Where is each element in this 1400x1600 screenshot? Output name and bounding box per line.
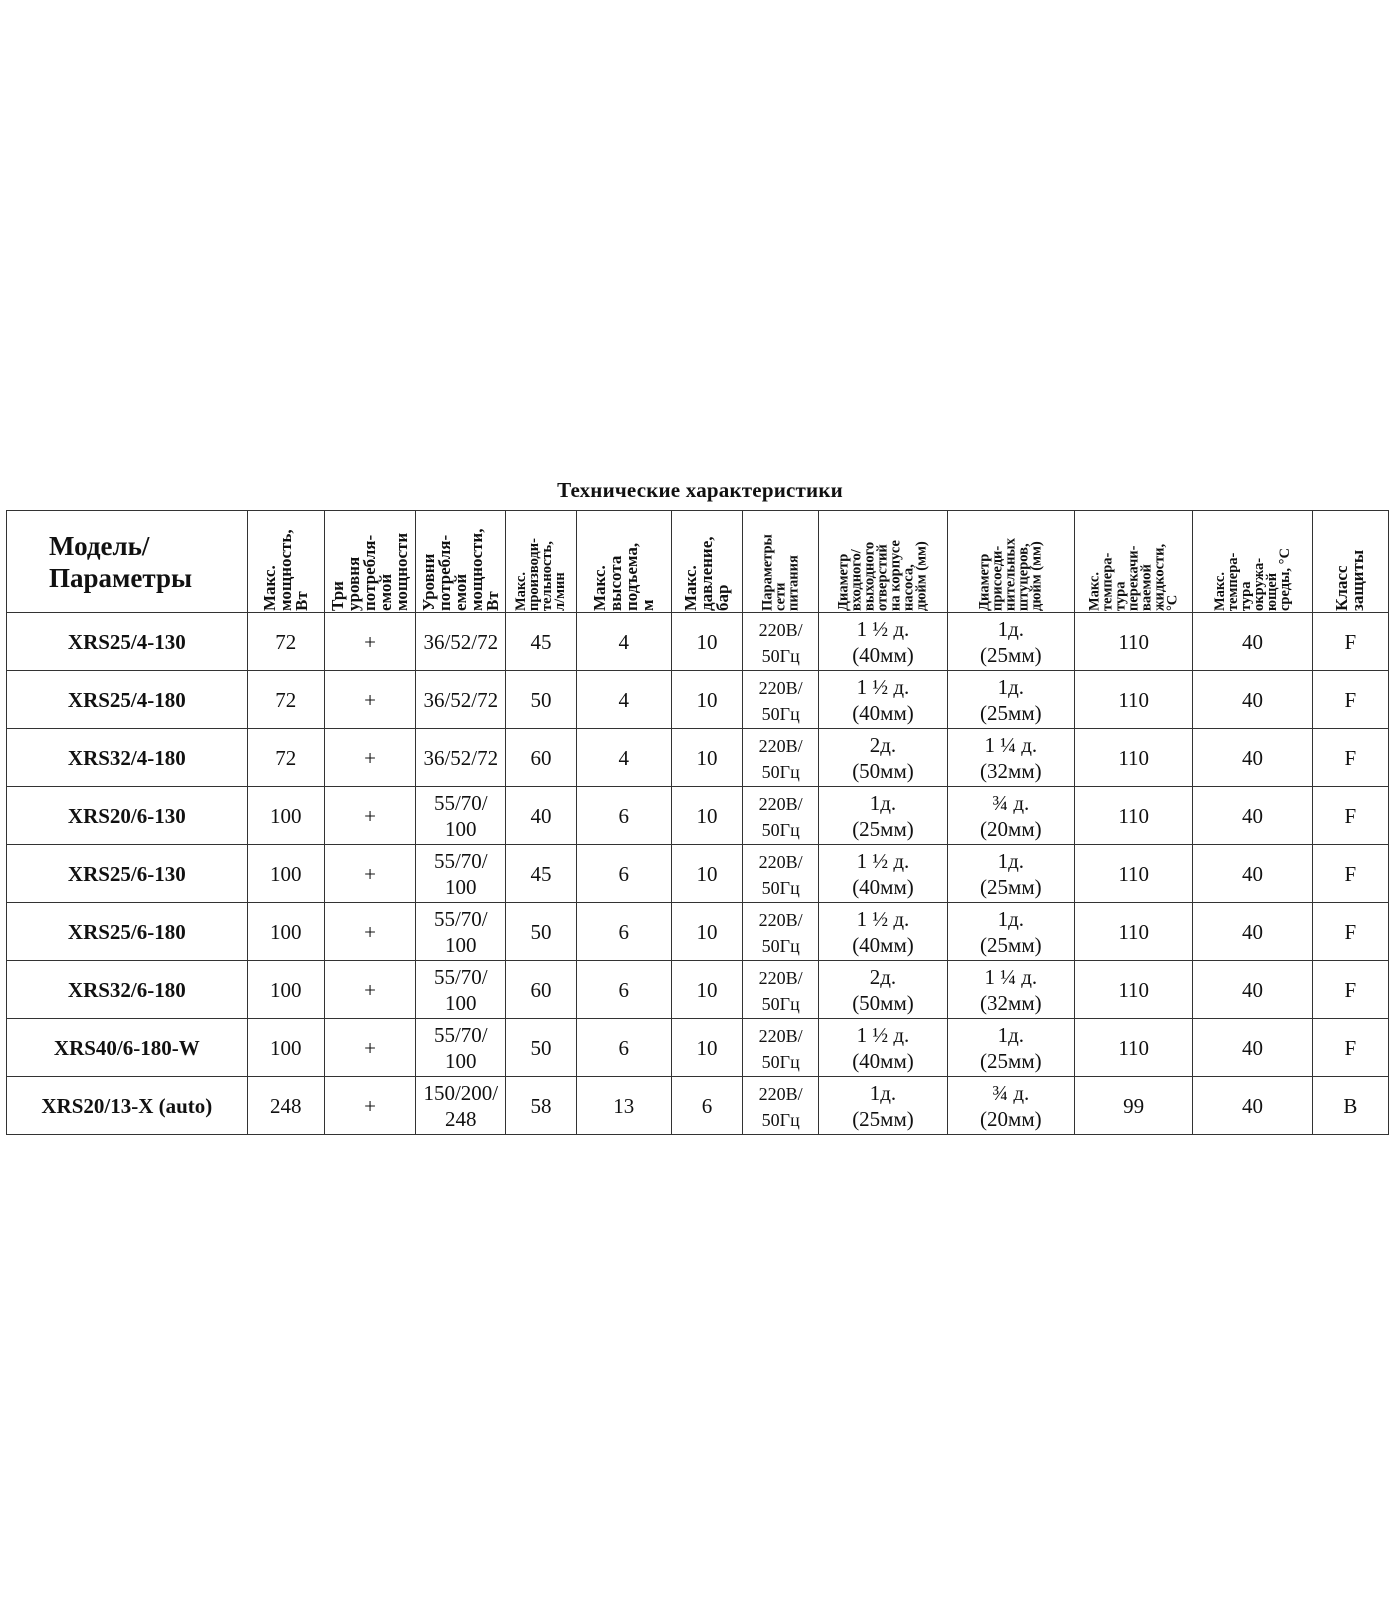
- protection-cell-text: F: [1344, 1035, 1357, 1060]
- three-levels-cell-text: +: [364, 977, 376, 1002]
- flow-cell: [506, 1019, 576, 1077]
- liquid-temp-cell-text: 110: [1118, 629, 1150, 654]
- header-lift-label: Макс. высота подъема, м: [589, 542, 657, 611]
- ambient-temp-cell: [1193, 903, 1312, 961]
- header-ambient-temp-label: Макс. темпера- тура окружа- ющей среды, °С: [1211, 547, 1293, 611]
- header-power-levels-label: Уровни потребля- емой мощности, Вт: [418, 528, 502, 611]
- header-pressure: [671, 511, 742, 613]
- flow-cell-text: 50: [530, 1035, 552, 1060]
- model-cell: [7, 961, 248, 1019]
- pressure-cell-text: 10: [696, 803, 718, 828]
- liquid-temp-cell: [1075, 1019, 1193, 1077]
- lift-cell-text: 6: [618, 803, 629, 828]
- three-levels-cell-text: +: [364, 687, 376, 712]
- liquid-temp-cell-text: 110: [1118, 977, 1150, 1002]
- flow-cell: [506, 671, 576, 729]
- max-power-cell: [247, 729, 324, 787]
- pressure-cell-text: 10: [696, 629, 718, 654]
- pressure-cell-text: 6: [701, 1093, 713, 1118]
- flow-cell-text: 45: [530, 629, 552, 654]
- lift-cell-text: 6: [618, 1035, 629, 1060]
- three-levels-cell-text: +: [364, 803, 376, 828]
- pressure-cell: [671, 961, 742, 1019]
- fitting-cell-text: 1 ¼ д. (32мм): [980, 964, 1042, 1015]
- power-levels-cell: [416, 613, 506, 671]
- model-cell-text: XRS32/6-180: [67, 977, 186, 1002]
- protection-cell: [1312, 845, 1388, 903]
- liquid-temp-cell-text: 110: [1118, 1035, 1150, 1060]
- three-levels-cell: [324, 671, 415, 729]
- fitting-cell: [947, 787, 1074, 845]
- power-levels-cell-text: 55/70/ 100: [433, 790, 488, 841]
- liquid-temp-cell-text: 110: [1118, 687, 1150, 712]
- table-row: [7, 613, 1389, 671]
- lift-cell-text: 6: [618, 861, 629, 886]
- page-title: Технические характеристики: [557, 478, 843, 502]
- header-ambient-temp: [1193, 511, 1312, 613]
- power-levels-cell-text: 55/70/ 100: [433, 848, 488, 899]
- three-levels-cell-text: +: [364, 1035, 376, 1060]
- fitting-cell-text: 1д. (25мм): [980, 848, 1042, 899]
- header-three-levels-label: Три уровня потребля- емой мощности: [328, 532, 412, 611]
- inlet-cell: [819, 787, 947, 845]
- model-cell-text: XRS25/4-180: [67, 687, 186, 712]
- max-power-cell-text: 72: [275, 687, 297, 712]
- max-power-cell: [247, 1019, 324, 1077]
- model-cell-text: XRS25/4-130: [67, 629, 186, 654]
- power-levels-cell: [416, 671, 506, 729]
- header-fitting-diameter-label: Диаметр присоеди- нительных штуцеров, дюйм (мм): [976, 537, 1045, 611]
- protection-cell-text: F: [1344, 745, 1357, 770]
- power-levels-cell-text: 36/52/72: [423, 745, 499, 770]
- pressure-cell-text: 10: [696, 1035, 718, 1060]
- model-cell-text: XRS40/6-180-W: [53, 1035, 200, 1060]
- table-row: [7, 903, 1389, 961]
- lift-cell-text: 4: [618, 745, 629, 770]
- flow-cell: [506, 1077, 576, 1135]
- supply-cell: [743, 729, 819, 787]
- max-power-cell-text: 248: [270, 1093, 302, 1118]
- lift-cell: [576, 613, 671, 671]
- max-power-cell-text: 100: [270, 919, 302, 944]
- max-power-cell: [247, 1077, 324, 1135]
- power-levels-cell: [416, 1019, 506, 1077]
- fitting-cell: [947, 613, 1074, 671]
- fitting-cell: [947, 671, 1074, 729]
- header-model: [7, 511, 248, 613]
- table-row: [7, 961, 1389, 1019]
- header-liquid-temp: [1075, 511, 1193, 613]
- supply-cell-text: 220В/ 50Гц: [758, 909, 803, 956]
- inlet-cell-text: 1 ½ д. (40мм): [852, 1022, 914, 1073]
- flow-cell: [506, 845, 576, 903]
- three-levels-cell-text: +: [364, 1093, 376, 1118]
- liquid-temp-cell: [1075, 729, 1193, 787]
- pressure-cell: [671, 1077, 742, 1135]
- header-supply-label: Параметры сети питания: [759, 533, 802, 611]
- ambient-temp-cell-text: 40: [1242, 803, 1264, 828]
- table-body: [7, 613, 1389, 1135]
- max-power-cell-text: 100: [270, 977, 302, 1002]
- three-levels-cell: [324, 903, 415, 961]
- flow-cell: [506, 961, 576, 1019]
- ambient-temp-cell-text: 40: [1242, 1035, 1264, 1060]
- flow-cell-text: 60: [530, 977, 552, 1002]
- protection-cell: [1312, 671, 1388, 729]
- liquid-temp-cell: [1075, 845, 1193, 903]
- header-flow: [506, 511, 576, 613]
- table-row: [7, 671, 1389, 729]
- fitting-cell: [947, 1019, 1074, 1077]
- pressure-cell-text: 10: [696, 919, 718, 944]
- three-levels-cell: [324, 961, 415, 1019]
- inlet-cell: [819, 1077, 947, 1135]
- inlet-cell-text: 2д. (50мм): [852, 964, 914, 1015]
- liquid-temp-cell: [1075, 787, 1193, 845]
- protection-cell: [1312, 729, 1388, 787]
- inlet-cell: [819, 961, 947, 1019]
- header-pressure-label: Макс. давление, бар: [680, 535, 732, 611]
- ambient-temp-cell: [1193, 671, 1312, 729]
- lift-cell: [576, 671, 671, 729]
- header-max-power: [247, 511, 324, 613]
- fitting-cell: [947, 729, 1074, 787]
- power-levels-cell: [416, 729, 506, 787]
- header-protection: [1312, 511, 1388, 613]
- power-levels-cell: [416, 1077, 506, 1135]
- three-levels-cell-text: +: [364, 629, 376, 654]
- model-cell: [7, 1019, 248, 1077]
- three-levels-cell-text: +: [364, 745, 376, 770]
- lift-cell: [576, 903, 671, 961]
- inlet-cell-text: 1д. (25мм): [852, 1080, 914, 1131]
- protection-cell-text: F: [1344, 861, 1357, 886]
- protection-cell: [1312, 903, 1388, 961]
- header-row: [7, 511, 1389, 613]
- inlet-cell: [819, 671, 947, 729]
- power-levels-cell-text: 36/52/72: [423, 687, 499, 712]
- inlet-cell: [819, 1019, 947, 1077]
- liquid-temp-cell-text: 110: [1118, 861, 1150, 886]
- max-power-cell: [247, 903, 324, 961]
- table-row: [7, 729, 1389, 787]
- supply-cell-text: 220В/ 50Гц: [758, 677, 803, 724]
- pressure-cell: [671, 903, 742, 961]
- ambient-temp-cell-text: 40: [1242, 977, 1264, 1002]
- pressure-cell-text: 10: [696, 861, 718, 886]
- pressure-cell: [671, 1019, 742, 1077]
- header-fitting-diameter: [947, 511, 1074, 613]
- three-levels-cell-text: +: [364, 919, 376, 944]
- max-power-cell-text: 72: [275, 745, 297, 770]
- flow-cell-text: 58: [530, 1093, 552, 1118]
- lift-cell: [576, 787, 671, 845]
- supply-cell: [743, 903, 819, 961]
- three-levels-cell-text: +: [364, 861, 376, 886]
- flow-cell: [506, 729, 576, 787]
- table-row: [7, 1077, 1389, 1135]
- protection-cell: [1312, 961, 1388, 1019]
- ambient-temp-cell-text: 40: [1242, 629, 1264, 654]
- inlet-cell: [819, 845, 947, 903]
- protection-cell-text: F: [1344, 687, 1357, 712]
- table-row: [7, 1019, 1389, 1077]
- ambient-temp-cell: [1193, 1077, 1312, 1135]
- protection-cell-text: F: [1344, 629, 1357, 654]
- header-flow-label: Макс. производи- тельность, л/мин: [513, 537, 568, 611]
- three-levels-cell: [324, 1019, 415, 1077]
- fitting-cell-text: ¾ д. (20мм): [980, 790, 1042, 841]
- power-levels-cell: [416, 787, 506, 845]
- header-inlet-diameter: [819, 511, 947, 613]
- max-power-cell: [247, 671, 324, 729]
- protection-cell: [1312, 1077, 1388, 1135]
- header-protection-label: Класс защиты: [1332, 549, 1368, 611]
- inlet-cell-text: 1 ½ д. (40мм): [852, 674, 914, 725]
- supply-cell-text: 220В/ 50Гц: [758, 967, 803, 1014]
- model-cell: [7, 729, 248, 787]
- header-supply: [743, 511, 819, 613]
- ambient-temp-cell: [1193, 613, 1312, 671]
- liquid-temp-cell: [1075, 903, 1193, 961]
- pressure-cell: [671, 845, 742, 903]
- flow-cell-text: 40: [530, 803, 552, 828]
- inlet-cell-text: 1д. (25мм): [852, 790, 914, 841]
- protection-cell: [1312, 787, 1388, 845]
- model-cell-text: XRS20/6-130: [67, 803, 186, 828]
- liquid-temp-cell-text: 110: [1118, 803, 1150, 828]
- protection-cell-text: F: [1344, 977, 1357, 1002]
- supply-cell: [743, 787, 819, 845]
- supply-cell-text: 220В/ 50Гц: [758, 619, 803, 666]
- lift-cell: [576, 1077, 671, 1135]
- header-inlet-diameter-label: Диаметр входного/ выходного отверстий на корпусе насоса, дюйм (мм): [835, 539, 930, 611]
- supply-cell-text: 220В/ 50Гц: [758, 1025, 803, 1072]
- supply-cell: [743, 1019, 819, 1077]
- supply-cell: [743, 671, 819, 729]
- flow-cell: [506, 613, 576, 671]
- supply-cell: [743, 1077, 819, 1135]
- model-cell-text: XRS20/13-X (auto): [41, 1093, 213, 1118]
- fitting-cell-text: 1д. (25мм): [980, 906, 1042, 957]
- flow-cell-text: 50: [530, 919, 552, 944]
- fitting-cell: [947, 1077, 1074, 1135]
- inlet-cell: [819, 903, 947, 961]
- fitting-cell: [947, 903, 1074, 961]
- ambient-temp-cell: [1193, 961, 1312, 1019]
- pressure-cell: [671, 787, 742, 845]
- power-levels-cell-text: 150/200/ 248: [423, 1080, 499, 1131]
- power-levels-cell-text: 36/52/72: [423, 629, 499, 654]
- power-levels-cell: [416, 903, 506, 961]
- lift-cell-text: 6: [618, 919, 629, 944]
- ambient-temp-cell: [1193, 729, 1312, 787]
- inlet-cell: [819, 613, 947, 671]
- flow-cell-text: 60: [530, 745, 552, 770]
- header-liquid-temp-label: Макс. темпера- тура перекачи- ваемой жидкости, °С: [1086, 543, 1181, 611]
- supply-cell: [743, 845, 819, 903]
- header-three-levels: [324, 511, 415, 613]
- fitting-cell-text: ¾ д. (20мм): [980, 1080, 1042, 1131]
- pressure-cell-text: 10: [696, 977, 718, 1002]
- three-levels-cell: [324, 613, 415, 671]
- three-levels-cell: [324, 845, 415, 903]
- lift-cell-text: 4: [618, 629, 629, 654]
- lift-cell: [576, 961, 671, 1019]
- table-row: [7, 787, 1389, 845]
- three-levels-cell: [324, 1077, 415, 1135]
- liquid-temp-cell: [1075, 613, 1193, 671]
- ambient-temp-cell-text: 40: [1242, 745, 1264, 770]
- header-max-power-label: Макс. мощность, Вт: [259, 528, 311, 611]
- lift-cell-text: 13: [613, 1093, 635, 1118]
- model-cell: [7, 1077, 248, 1135]
- model-cell: [7, 845, 248, 903]
- inlet-cell-text: 1 ½ д. (40мм): [852, 616, 914, 667]
- header-lift: [576, 511, 671, 613]
- fitting-cell-text: 1д. (25мм): [980, 616, 1042, 667]
- fitting-cell-text: 1д. (25мм): [980, 1022, 1042, 1073]
- ambient-temp-cell: [1193, 845, 1312, 903]
- ambient-temp-cell: [1193, 1019, 1312, 1077]
- max-power-cell-text: 100: [270, 803, 302, 828]
- flow-cell-text: 45: [530, 861, 552, 886]
- flow-cell: [506, 787, 576, 845]
- flow-cell: [506, 903, 576, 961]
- max-power-cell-text: 72: [275, 629, 297, 654]
- max-power-cell: [247, 787, 324, 845]
- pressure-cell: [671, 729, 742, 787]
- ambient-temp-cell-text: 40: [1242, 919, 1264, 944]
- protection-cell-text: F: [1344, 919, 1357, 944]
- liquid-temp-cell: [1075, 961, 1193, 1019]
- power-levels-cell: [416, 845, 506, 903]
- max-power-cell-text: 100: [270, 1035, 302, 1060]
- max-power-cell: [247, 613, 324, 671]
- supply-cell-text: 220В/ 50Гц: [758, 793, 803, 840]
- pressure-cell-text: 10: [696, 687, 718, 712]
- liquid-temp-cell: [1075, 671, 1193, 729]
- model-cell-text: XRS32/4-180: [67, 745, 186, 770]
- ambient-temp-cell-text: 40: [1242, 861, 1264, 886]
- fitting-cell: [947, 845, 1074, 903]
- model-cell: [7, 903, 248, 961]
- three-levels-cell: [324, 729, 415, 787]
- lift-cell: [576, 729, 671, 787]
- lift-cell-text: 4: [618, 687, 629, 712]
- inlet-cell: [819, 729, 947, 787]
- inlet-cell-text: 1 ½ д. (40мм): [852, 848, 914, 899]
- supply-cell: [743, 961, 819, 1019]
- max-power-cell: [247, 961, 324, 1019]
- header-power-levels: [416, 511, 506, 613]
- protection-cell-text: B: [1343, 1093, 1358, 1118]
- supply-cell-text: 220В/ 50Гц: [758, 1083, 803, 1130]
- liquid-temp-cell-text: 99: [1123, 1093, 1145, 1118]
- spec-table: [6, 510, 1389, 1135]
- supply-cell: [743, 613, 819, 671]
- liquid-temp-cell-text: 110: [1118, 745, 1150, 770]
- max-power-cell: [247, 845, 324, 903]
- pressure-cell: [671, 613, 742, 671]
- lift-cell: [576, 845, 671, 903]
- max-power-cell-text: 100: [270, 861, 302, 886]
- model-cell-text: XRS25/6-180: [67, 919, 186, 944]
- fitting-cell: [947, 961, 1074, 1019]
- flow-cell-text: 50: [530, 687, 552, 712]
- supply-cell-text: 220В/ 50Гц: [758, 851, 803, 898]
- power-levels-cell-text: 55/70/ 100: [433, 906, 488, 957]
- table-row: [7, 845, 1389, 903]
- liquid-temp-cell-text: 110: [1118, 919, 1150, 944]
- header-model-label: Модель/ Параметры: [49, 530, 193, 593]
- protection-cell: [1312, 613, 1388, 671]
- lift-cell-text: 6: [618, 977, 629, 1002]
- ambient-temp-cell-text: 40: [1242, 687, 1264, 712]
- model-cell: [7, 787, 248, 845]
- model-cell: [7, 671, 248, 729]
- model-cell: [7, 613, 248, 671]
- fitting-cell-text: 1д. (25мм): [980, 674, 1042, 725]
- model-cell-text: XRS25/6-130: [67, 861, 186, 886]
- power-levels-cell-text: 55/70/ 100: [433, 1022, 488, 1073]
- ambient-temp-cell: [1193, 787, 1312, 845]
- inlet-cell-text: 2д. (50мм): [852, 732, 914, 783]
- liquid-temp-cell: [1075, 1077, 1193, 1135]
- pressure-cell-text: 10: [696, 745, 718, 770]
- protection-cell: [1312, 1019, 1388, 1077]
- supply-cell-text: 220В/ 50Гц: [758, 735, 803, 782]
- inlet-cell-text: 1 ½ д. (40мм): [852, 906, 914, 957]
- power-levels-cell-text: 55/70/ 100: [433, 964, 488, 1015]
- lift-cell: [576, 1019, 671, 1077]
- three-levels-cell: [324, 787, 415, 845]
- ambient-temp-cell-text: 40: [1242, 1093, 1264, 1118]
- power-levels-cell: [416, 961, 506, 1019]
- pressure-cell: [671, 671, 742, 729]
- protection-cell-text: F: [1344, 803, 1357, 828]
- fitting-cell-text: 1 ¼ д. (32мм): [980, 732, 1042, 783]
